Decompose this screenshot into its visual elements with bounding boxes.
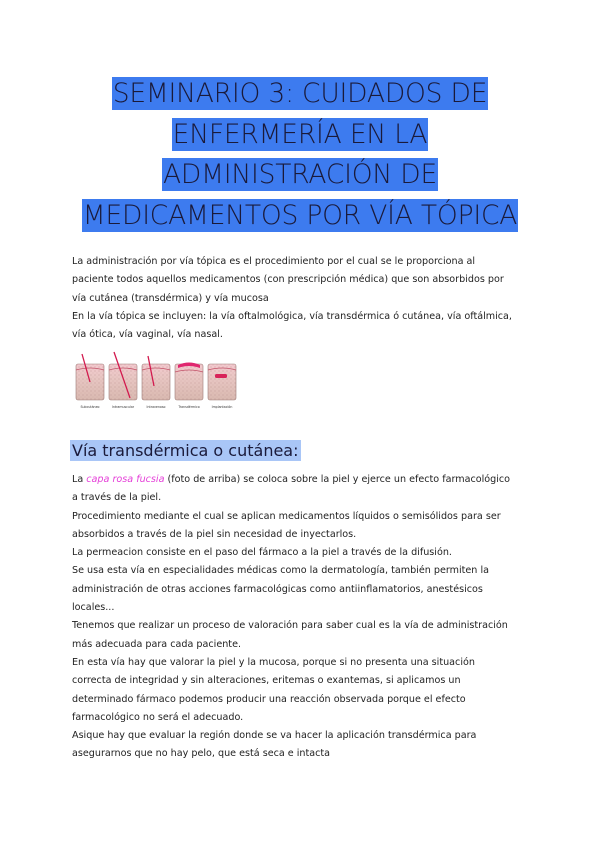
body-line: determinado fármaco podemos producir una reacción observada porque el efecto [72,693,466,705]
body-line: más adecuada para cada paciente. [72,638,242,650]
intro-line: vía ótica, vía vaginal, vía nasal. [72,329,223,341]
body-line: a través de la piel. [72,492,162,504]
section-heading [70,439,301,463]
intro-paragraph [72,253,534,344]
body-line: Se usa esta vía en especialidades médicas como la dermatología, también permiten la [72,565,489,577]
body-line: absorbidos a través de la piel sin necesidad de inyectarlos. [72,528,357,540]
body-line: Procedimiento mediante el cual se aplican medicamentos líquidos o semisólidos para ser [72,510,501,522]
skin-block-intravenous [142,356,170,400]
intro-line: La administración por vía tópica es el procedimiento por el cual se le proporciona al [72,256,476,267]
title-line-4: MEDICAMENTOS POR VÍA TÓPICA [82,199,518,231]
title-line-2: ENFERMERÍA EN LA [172,118,428,150]
body-line: asegurarnos que no hay pelo, que está seca e intacta [72,748,331,760]
intro-line: En la vía tópica se incluyen: la vía oftalmológica, vía transdérmica ó cutánea, vía oftálmica, [72,310,512,322]
figure-label: Intramuscular [111,405,135,409]
pink-highlight-text: capa rosa fucsia [86,474,165,485]
body-line: locales... [72,602,115,614]
title-line-1: SEMINARIO 3: CUIDADOS DE [112,78,488,109]
body-line-1-suffix: (foto de arriba) se coloca sobre la piel y ejerce un efecto farmacológico [164,474,511,485]
figure-label: Intravenoso [146,405,166,409]
implant [215,374,227,378]
skin-block-implantation [208,364,236,400]
figure-label: Implantación [211,405,233,409]
body-line: Tenemos que realizar un proceso de valoración para saber cual es la vía de administración [72,620,508,632]
figure-label: Transdérmico [178,405,200,409]
skin-block-transdermal [175,363,203,401]
body-line: farmacológico no será el adecuado. [72,711,244,723]
body-line: correcta de integridad y sin alteraciones, eritemas o exantemas, si aplicamos un [72,675,461,687]
skin-block-intramuscular [109,352,137,400]
body-line-1 [72,471,534,489]
section-heading-text: Vía transdérmica o cutánea: [72,441,299,460]
body-line: administración de otras acciones farmacológicas como antiinflamatorios, anestésicos [72,583,483,595]
page-title [0,74,600,236]
figure-label: Subcutáneo [80,405,100,409]
body-line: Asique hay que evaluar la región donde se va hacer la aplicación transdérmica para [72,730,477,742]
body-paragraph [72,471,534,764]
body-line: La permeacion consiste en el paso del fármaco a la piel a través de la difusión. [72,547,452,559]
title-line-3: ADMINISTRACIÓN DE [162,159,438,190]
skin-block-subcutaneous [76,354,104,400]
intro-line: paciente todos aquellos medicamentos (con prescripción médica) que son absorbidos por [72,274,504,286]
skin-administration-routes-figure [74,350,244,412]
body-line: En esta vía hay que valorar la piel y la mucosa, porque si no presenta una situación [72,656,475,668]
intro-line: vía cutánea (transdérmica) y vía mucosa [72,292,269,304]
body-line-1-prefix: La [72,474,87,485]
